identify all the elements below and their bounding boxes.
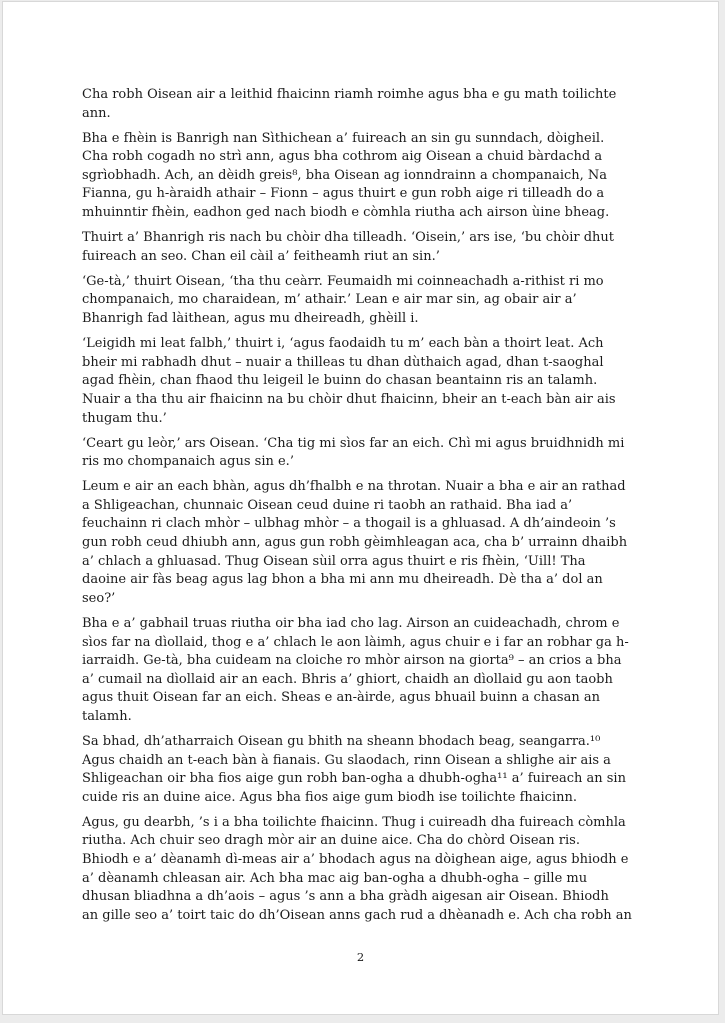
text-line: riutha. Ach chuir seo dragh mòr air an duine aice. Cha do chòrd Oisean ris. — [82, 833, 580, 849]
text-line: ris mo chompanaich agus sin e.’ — [82, 454, 294, 470]
paragraph — [82, 335, 652, 428]
text-line: talamh. — [82, 708, 132, 724]
paragraph — [82, 229, 652, 266]
text-line: daoine air fàs beag agus lag bhon a bha mi ann mu dheireadh. Dè tha a’ dol an — [82, 572, 603, 588]
paragraph — [82, 733, 652, 807]
text-line: Shligeachan oir bha fios aige gun robh ban-ogha a dhubh-ogha¹¹ a’ fuireach an sin — [82, 771, 626, 787]
page-number: 2 — [356, 950, 365, 964]
text-line: Cha robh cogadh no strì ann, agus bha cothrom aig Oisean a chuid bàrdachd a — [82, 149, 603, 165]
text-line: Agus, gu dearbh, ’s i a bha toilichte fhaicinn. Thug i cuireadh dha fuireach còmhla — [82, 814, 626, 830]
page-body-text — [82, 86, 652, 932]
text-line: Fianna, gu h-àraidh athair – Fionn – agus thuirt e gun robh aige ri tilleadh do a — [82, 186, 605, 202]
text-line: bheir mi rabhadh dhut – nuair a thilleas tu dhan dùthaich agad, dhan t-saoghal — [82, 354, 604, 370]
text-line: a Shligeachan, chunnaic Oisean ceud duine ri taobh an rathaid. Bha iad a’ — [82, 497, 573, 513]
text-line: fuireach an seo. Chan eil càil a’ feitheamh riut an sin.’ — [82, 248, 440, 264]
text-line: iarraidh. Ge-tà, bha cuideam na cloiche ro mhòr airson na giorta⁹ – an crios a bha — [82, 653, 622, 669]
paragraph — [82, 615, 652, 727]
text-line: Cha robh Oisean air a leithid fhaicinn riamh roimhe agus bha e gu math toilichte — [82, 87, 617, 102]
text-line: Thuirt a’ Bhanrigh ris nach bu chòir dha tilleadh. ‘Oisein,’ ars ise, ‘bu chòir dhut — [82, 230, 615, 246]
text-line: sìos far na dìollaid, thog e a’ chlach le aon làimh, agus chuir e i far an robhar ga h- — [82, 634, 629, 650]
text-line: ‘Ceart gu leòr,’ ars Oisean. ‘Cha tig mi sìos far an eich. Chì mi agus bruidhnidh mi — [82, 435, 625, 451]
text-line: cuide ris an duine aice. Agus bha fios aige gum biodh ise toilichte fhaicinn. — [82, 789, 577, 805]
text-line: feuchainn ri clach mhòr – ulbhag mhòr – a thogail is a ghluasad. A dh’aindeoin ’s — [82, 516, 616, 532]
text-line: a’ dèanamh chleasan air. Ach bha mac aig ban-ogha a dhubh-ogha – gille mu — [82, 870, 588, 886]
paragraph — [82, 130, 652, 223]
text-line: thugam thu.’ — [82, 410, 167, 426]
text-line: ‘Ge-tà,’ thuirt Oisean, ‘tha thu ceàrr. Feumaidh mi coinneachadh a-rithist ri mo — [82, 273, 604, 289]
text-line: ‘Leigidh mi leat falbh,’ thuirt i, ‘agus faodaidh tu m’ each bàn a thoirt leat. Ach — [82, 336, 604, 352]
text-line: ann. — [82, 105, 111, 121]
document-page — [2, 1, 719, 1015]
text-line: Agus chaidh an t-each bàn à fianais. Gu slaodach, rinn Oisean a shlighe air ais a — [82, 752, 611, 768]
paragraph — [82, 814, 652, 926]
paragraph — [82, 273, 652, 329]
text-line: Bhiodh e a’ dèanamh dì-meas air a’ bhodach agus na dòighean aige, agus bhiodh e — [82, 852, 629, 868]
text-line: an gille seo a’ toirt taic do dh’Oisean anns gach rud a dhèanadh e. Ach cha robh an — [82, 907, 632, 923]
text-line: Bha e a’ gabhail truas riutha oir bha iad cho lag. Airson an cuideachadh, chrom e — [82, 615, 620, 631]
text-line: Leum e air an each bhàn, agus dh’fhalbh e na throtan. Nuair a bha e air an rathad — [82, 479, 626, 495]
text-line: Sa bhad, dh’atharraich Oisean gu bhith na sheann bhodach beag, seangarra.¹⁰ — [82, 734, 601, 749]
text-line: gun robh ceud dhiubh ann, agus gun robh gèimhleagan aca, cha b’ urrainn dhaibh — [82, 535, 628, 551]
text-line: a’ chlach a ghluasad. Thug Oisean sùil orra agus thuirt e ris fhèin, ‘Uill! Tha — [82, 553, 586, 569]
text-line: sgrìobhadh. Ach, an dèidh greis⁸, bha Oisean ag ionndrainn a chompanaich, Na — [82, 167, 608, 183]
text-line: Nuair a tha thu air fhaicinn na bu chòir dhut fhaicinn, bheir an t-each bàn air ais — [82, 391, 616, 407]
text-line: mhuinntir fhèin, eadhon ged nach biodh e còmhla riutha ach airson ùine bheag. — [82, 205, 610, 221]
text-line: Bhanrigh fad làithean, agus mu dheireadh, ghèill i. — [82, 311, 419, 327]
page-footer — [3, 946, 718, 965]
text-line: agad fhèin, chan fhaod thu leigeil le buinn do chasan beantainn ris an talamh. — [82, 373, 598, 389]
paragraph — [82, 478, 652, 608]
paragraph — [82, 86, 652, 123]
text-line: a’ cumail na dìollaid air an each. Bhris a’ ghiort, chaidh an dìollaid gu aon taobh — [82, 671, 613, 687]
text-line: chompanaich, mo charaidean, m’ athair.’ Lean e air mar sin, ag obair air a’ — [82, 292, 577, 308]
text-line: dhusan bliadhna a dh’aois – agus ’s ann a bha gràdh aigesan air Oisean. Bhiodh — [82, 889, 609, 905]
text-line: seo?’ — [82, 590, 116, 606]
text-line: Bha e fhèin is Banrigh nan Sìthichean a’ fuireach an sin gu sunndach, dòigheil. — [82, 130, 605, 146]
paragraph — [82, 435, 652, 472]
text-line: agus thuit Oisean far an eich. Sheas e an-àirde, agus bhuail buinn a chasan an — [82, 690, 600, 706]
